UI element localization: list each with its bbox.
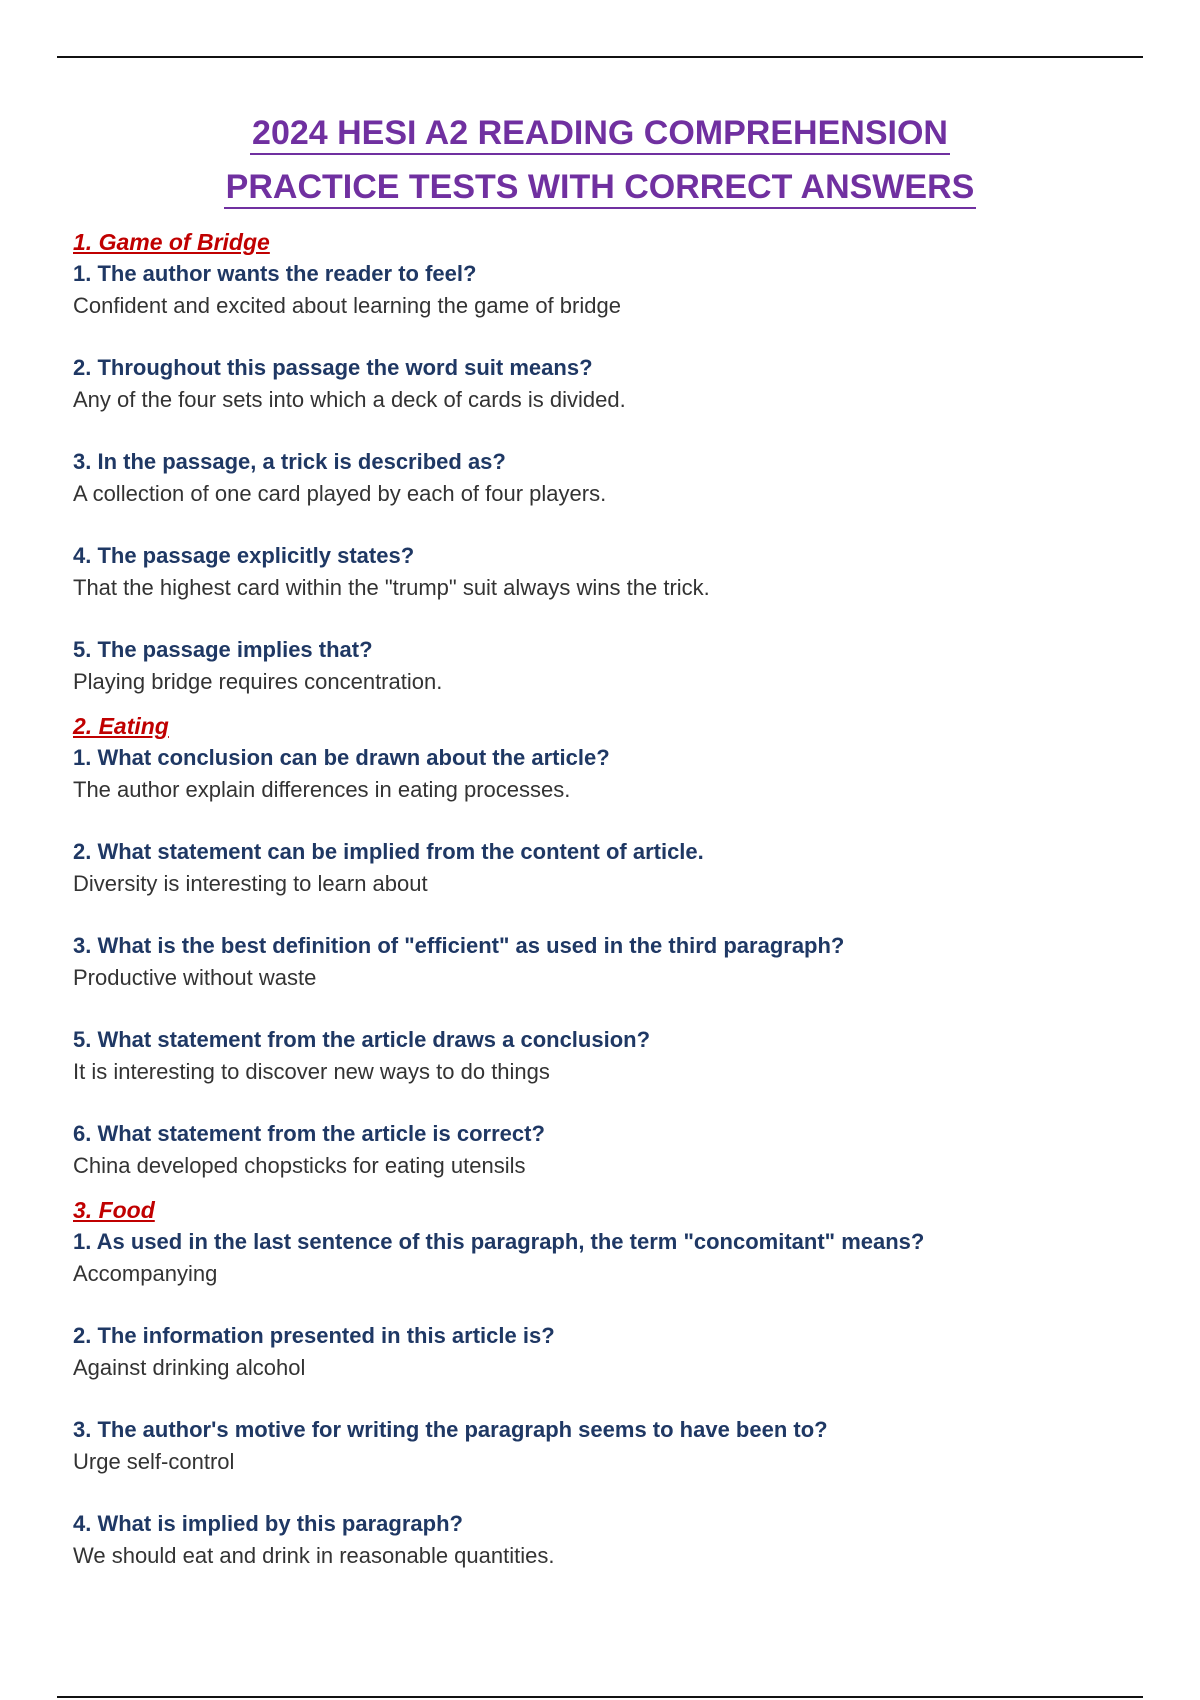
answer: It is interesting to discover new ways to do things [73, 1059, 550, 1084]
question: 4. What is implied by this paragraph? [73, 1511, 463, 1536]
bottom-rule [57, 1696, 1143, 1698]
answer: The author explain differences in eating processes. [73, 777, 571, 802]
document-body [73, 226, 1133, 1584]
top-rule [57, 56, 1143, 58]
answer: Against drinking alcohol [73, 1355, 306, 1380]
question: 1. What conclusion can be drawn about the article? [73, 745, 610, 770]
qa-item [73, 742, 1133, 806]
answer: Urge self-control [73, 1449, 235, 1474]
qa-item [73, 1320, 1133, 1384]
document-title [0, 108, 1200, 216]
qa-item [73, 1414, 1133, 1478]
question: 1. The author wants the reader to feel? [73, 261, 477, 286]
question: 3. In the passage, a trick is described as? [73, 449, 506, 474]
qa-item [73, 836, 1133, 900]
question: 6. What statement from the article is correct? [73, 1121, 545, 1146]
question: 3. The author's motive for writing the paragraph seems to have been to? [73, 1417, 828, 1442]
qa-item [73, 1508, 1133, 1572]
question: 5. The passage implies that? [73, 637, 373, 662]
title-line-2: PRACTICE TESTS WITH CORRECT ANSWERS [224, 167, 977, 209]
question: 3. What is the best definition of "efficient" as used in the third paragraph? [73, 933, 845, 958]
answer: Playing bridge requires concentration. [73, 669, 443, 694]
section-game-of-bridge [73, 226, 1133, 698]
answer: Any of the four sets into which a deck of cards is divided. [73, 387, 626, 412]
qa-item [73, 1024, 1133, 1088]
answer: A collection of one card played by each of four players. [73, 481, 607, 506]
answer: Productive without waste [73, 965, 317, 990]
question: 2. What statement can be implied from the content of article. [73, 839, 704, 864]
title-line-1: 2024 HESI A2 READING COMPREHENSION [250, 113, 950, 155]
answer: Diversity is interesting to learn about [73, 871, 428, 896]
answer: We should eat and drink in reasonable quantities. [73, 1543, 555, 1568]
qa-item [73, 446, 1133, 510]
answer: Confident and excited about learning the game of bridge [73, 293, 621, 318]
section-heading: 2. Eating [73, 713, 169, 739]
section-heading: 3. Food [73, 1197, 155, 1223]
question: 2. Throughout this passage the word suit means? [73, 355, 593, 380]
question: 4. The passage explicitly states? [73, 543, 415, 568]
section-heading: 1. Game of Bridge [73, 229, 270, 255]
qa-item [73, 1118, 1133, 1182]
qa-item [73, 1226, 1133, 1290]
qa-item [73, 258, 1133, 322]
qa-item [73, 634, 1133, 698]
answer: Accompanying [73, 1261, 218, 1286]
question: 2. The information presented in this article is? [73, 1323, 555, 1348]
section-eating [73, 710, 1133, 1182]
question: 5. What statement from the article draws a conclusion? [73, 1027, 651, 1052]
answer: China developed chopsticks for eating utensils [73, 1153, 526, 1178]
qa-item [73, 352, 1133, 416]
qa-item [73, 930, 1133, 994]
section-food [73, 1194, 1133, 1572]
qa-item [73, 540, 1133, 604]
question: 1. As used in the last sentence of this paragraph, the term "concomitant" means? [73, 1229, 925, 1254]
answer: That the highest card within the "trump" suit always wins the trick. [73, 575, 710, 600]
